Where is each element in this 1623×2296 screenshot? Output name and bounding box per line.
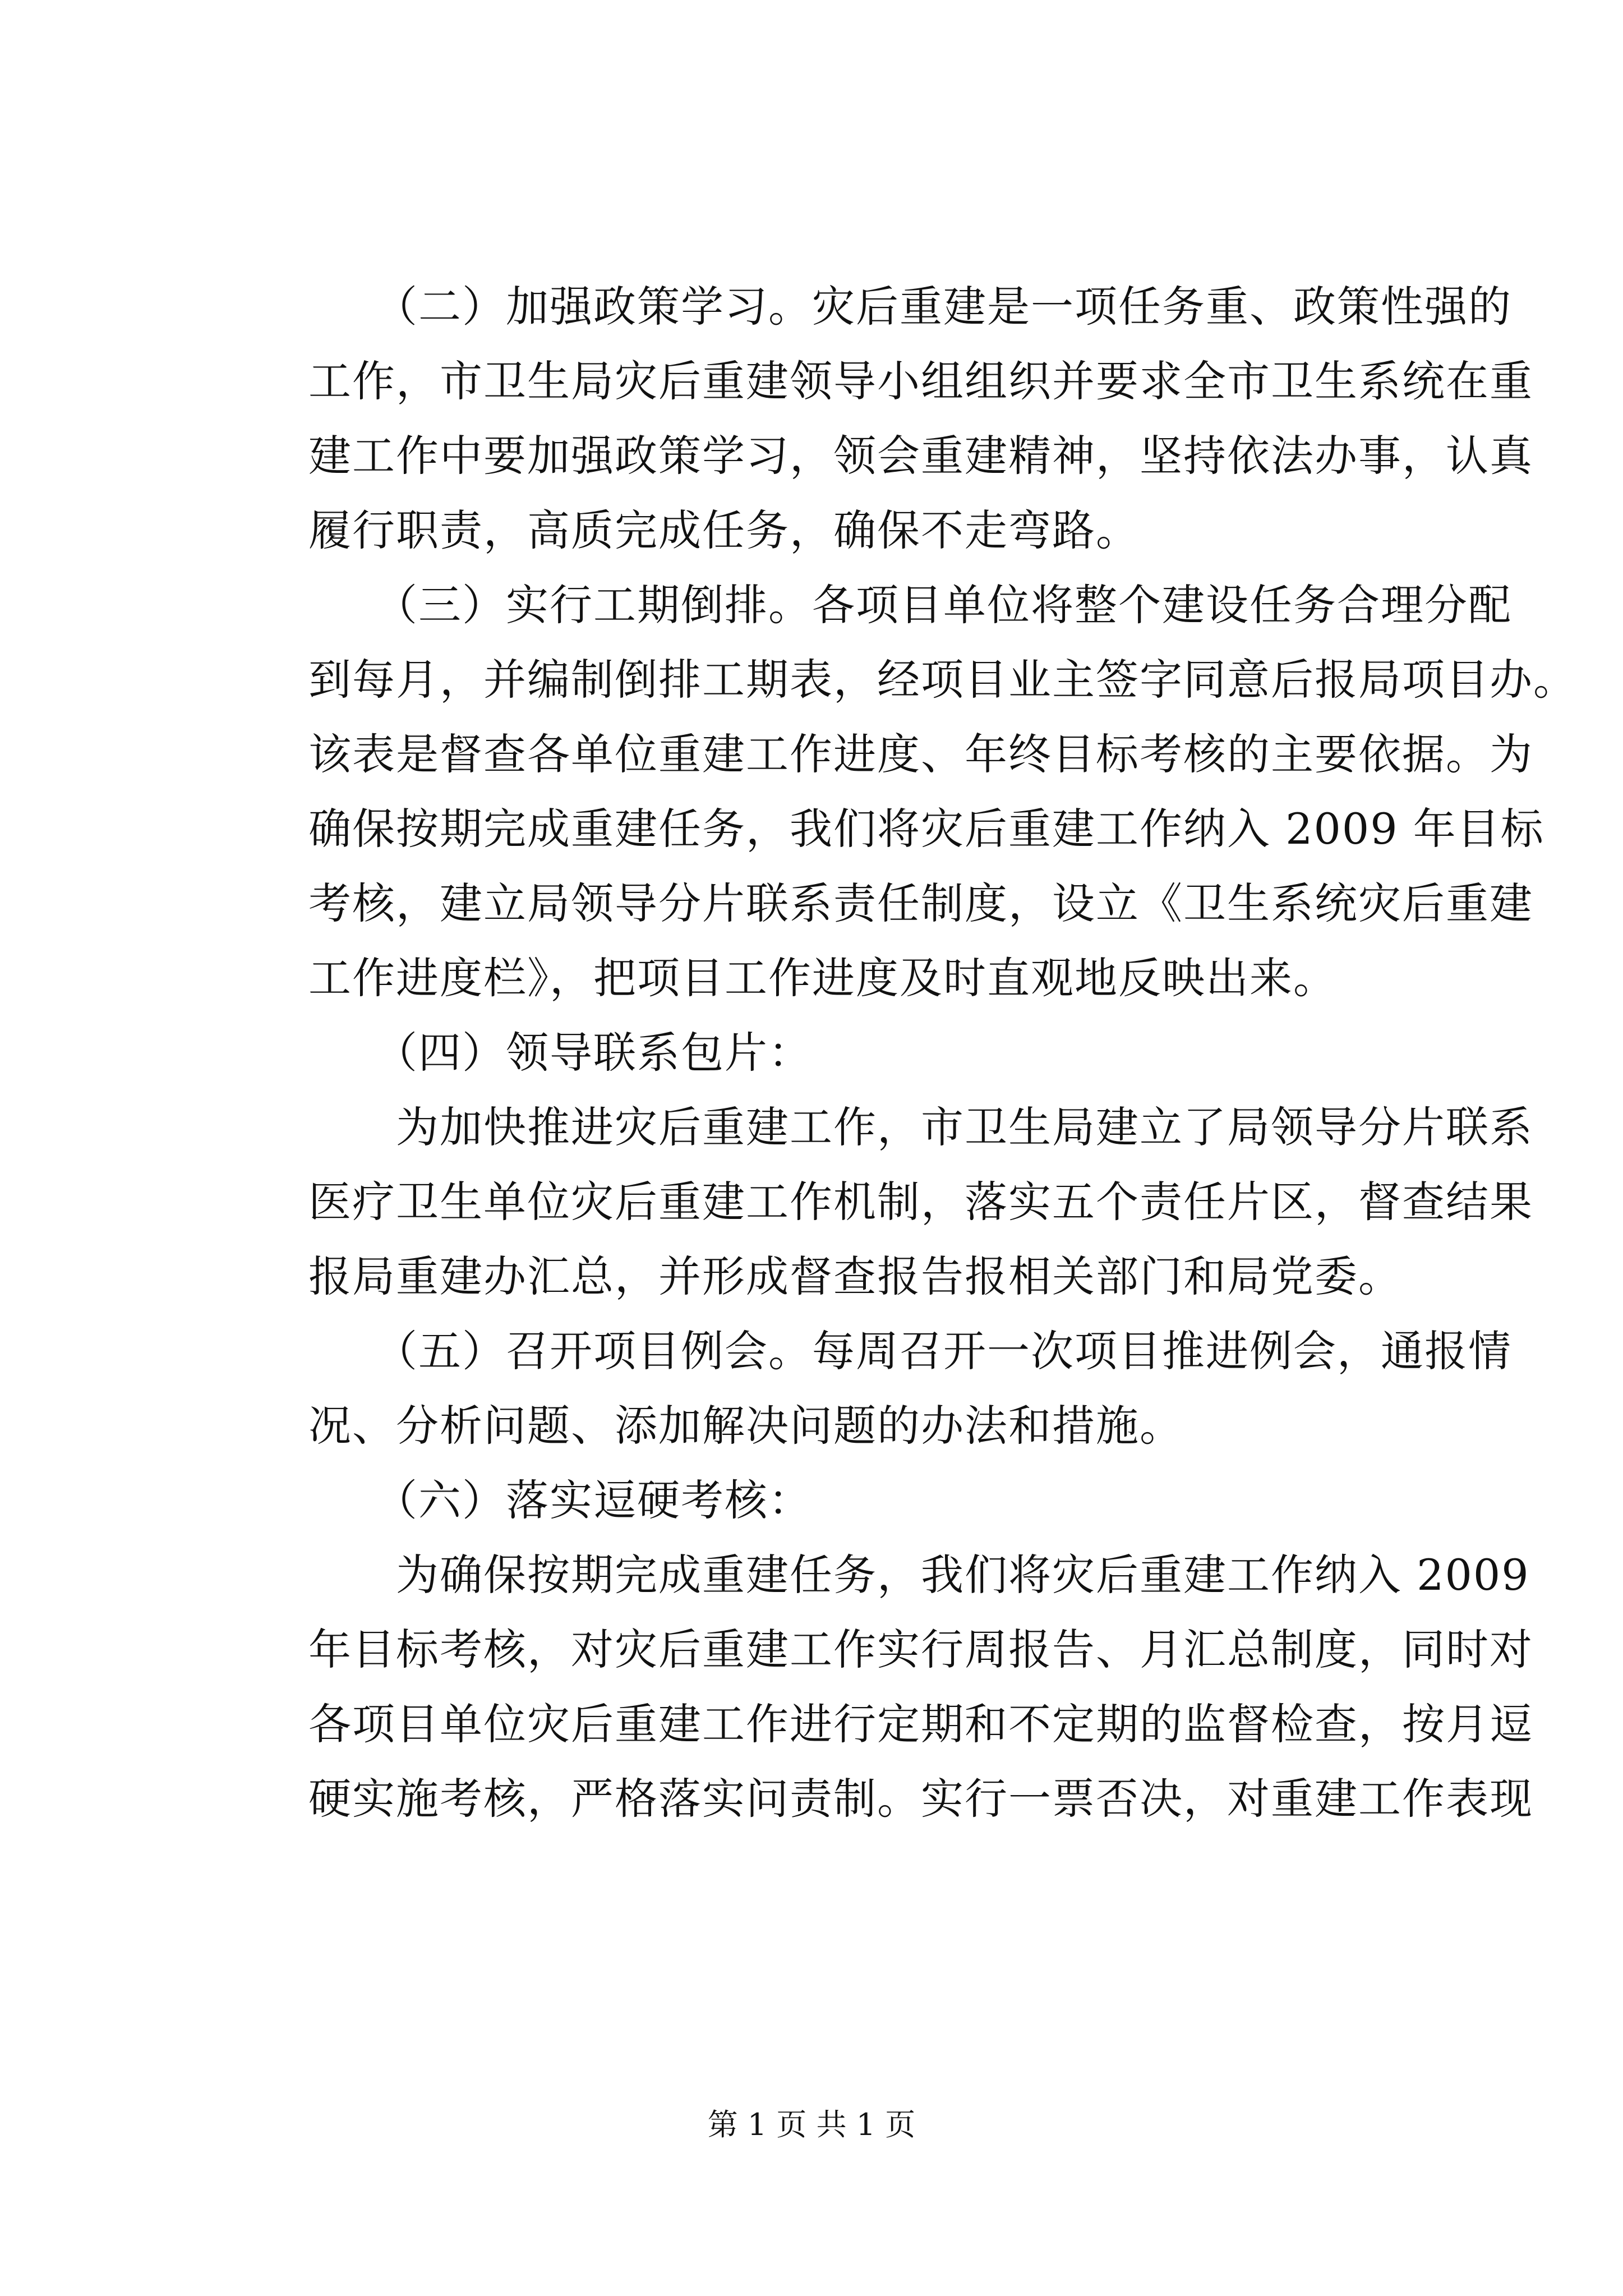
- text-line: 报局重建办汇总，并形成督查报告报相关部门和局党委。: [308, 1251, 1402, 1301]
- page-number-footer: 第 1 页 共 1 页: [707, 2107, 916, 2142]
- text-line: 各项目单位灾后重建工作进行定期和不定期的监督检查，按月逗: [308, 1699, 1533, 1749]
- text-line: 确保按期完成重建任务，我们将灾后重建工作纳入 2009 年目标: [308, 804, 1544, 854]
- text-line: （四）领导联系包片：: [308, 1028, 812, 1078]
- text-line: （二）加强政策学习。灾后重建是一项任务重、政策性强的: [308, 282, 1512, 332]
- text-line: 建工作中要加强政策学习，领会重建精神，坚持依法办事，认真: [308, 431, 1533, 481]
- document-body: [308, 269, 1577, 1836]
- text-line: 到每月，并编制倒排工期表，经项目业主签字同意后报局项目办。: [308, 655, 1577, 705]
- text-line: 为加快推进灾后重建工作，市卫生局建立了局领导分片联系: [308, 1102, 1533, 1152]
- text-line: 医疗卫生单位灾后重建工作机制，落实五个责任片区，督查结果: [308, 1177, 1533, 1227]
- text-line: 工作进度栏》，把项目工作进度及时直观地反映出来。: [308, 953, 1337, 1003]
- text-line: （六）落实逗硬考核：: [308, 1475, 812, 1525]
- text-line: 况、分析问题、添加解决问题的办法和措施。: [308, 1401, 1183, 1451]
- text-line: （三）实行工期倒排。各项目单位将整个建设任务合理分配: [308, 580, 1512, 630]
- text-line: 履行职责，高质完成任务，确保不走弯路。: [308, 505, 1140, 555]
- text-line: 为确保按期完成重建任务，我们将灾后重建工作纳入 2009: [308, 1550, 1530, 1600]
- text-line: 工作，市卫生局灾后重建领导小组组织并要求全市卫生系统在重: [308, 356, 1533, 406]
- text-line: 年目标考核，对灾后重建工作实行周报告、月汇总制度，同时对: [308, 1625, 1533, 1674]
- text-line: 考核，建立局领导分片联系责任制度，设立《卫生系统灾后重建: [308, 878, 1533, 928]
- text-line: （五）召开项目例会。每周召开一次项目推进例会，通报情: [308, 1326, 1512, 1376]
- text-line: 硬实施考核，严格落实问责制。实行一票否决，对重建工作表现: [308, 1774, 1533, 1824]
- text-line: 该表是督查各单位重建工作进度、年终目标考核的主要依据。为: [308, 729, 1533, 779]
